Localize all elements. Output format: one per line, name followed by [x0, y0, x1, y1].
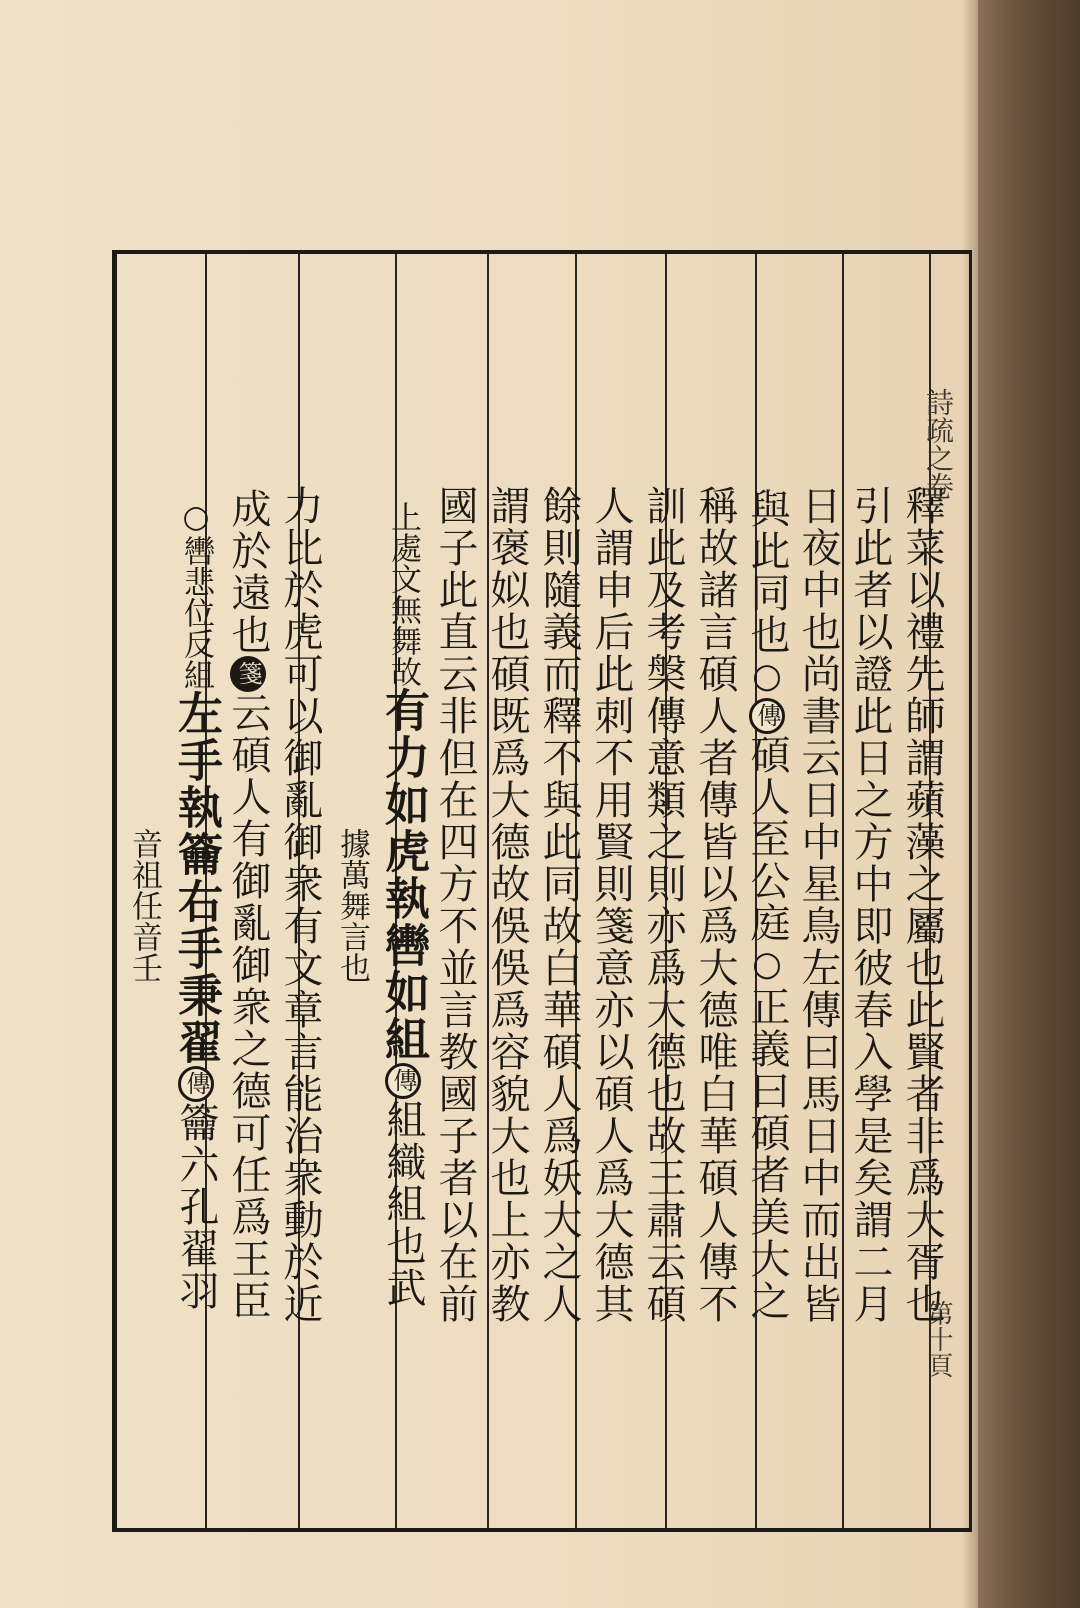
margin-page-label: 第十頁: [923, 1300, 953, 1378]
text-run: 力比於虎可以御亂御衆有文章言能治衆動於近: [277, 485, 323, 1325]
annotation-mark: 箋: [230, 656, 266, 692]
text-run: 日夜中也尚書云日中星鳥左傳曰馬日中而出皆: [795, 485, 841, 1325]
text-column-c13: [274, 300, 326, 1510]
text-run: 云碩人有御亂御衆之德可任爲王臣: [225, 692, 271, 1322]
text-run: 正義曰碩者美大之: [744, 986, 790, 1322]
text-run: 訓此及考槃傳意類之則亦爲大德也故王肅云碩: [640, 485, 686, 1325]
text-column-c3: [792, 300, 844, 1510]
text-column-c8: [533, 300, 585, 1510]
text-run: 音祖任音壬: [126, 827, 162, 983]
text-column-c9: [481, 300, 533, 1510]
text-run: 左手執籥右手秉翟: [170, 689, 223, 1066]
annotation-mark: 傳: [385, 1063, 421, 1099]
text-run: 與此同也: [744, 488, 790, 656]
text-column-c2: [844, 300, 896, 1510]
text-column-c16: [118, 300, 170, 1510]
book-spine: [978, 0, 1080, 1608]
text-run: 上處文無舞故: [385, 501, 421, 687]
text-column-c14: [222, 300, 274, 1510]
text-column-c12: [326, 300, 378, 1510]
text-column-c5: [689, 300, 741, 1510]
text-column-c15: [170, 300, 222, 1510]
text-column-c10: [429, 300, 481, 1510]
text-run: 釋菜以禮先師謂蘋藻之屬也此賢者非爲大胥也: [899, 485, 945, 1325]
text-column-c7: [585, 300, 637, 1510]
text-run: 國子此直云非但在四方不並言教國子者以在前: [432, 485, 478, 1325]
text-run: ○: [747, 656, 787, 698]
text-column-c4: [741, 300, 793, 1510]
margin-label: 詩疏之卷: [922, 388, 955, 500]
text-run: 組織組也武: [380, 1099, 426, 1309]
text-run: 有力如虎執轡如組: [377, 687, 430, 1063]
annotation-mark: 傳: [749, 698, 785, 734]
text-column-c6: [637, 300, 689, 1510]
text-run: ○轡悲位反組: [178, 498, 214, 690]
annotation-mark: 傳: [178, 1066, 214, 1102]
text-run: 稱故諸言碩人者傳皆以爲大德唯白華碩人傳不: [692, 485, 738, 1325]
text-run: 人謂申后此刺不用賢則箋意亦以碩人爲大德其: [588, 485, 634, 1325]
text-run: 籥六孔翟羽: [173, 1101, 219, 1312]
text-column-c11: [377, 300, 429, 1510]
text-run: 引此者以證此日之方中即彼春入學是矣謂二月: [847, 485, 893, 1325]
text-run: 餘則隨義而釋不與此同故白華碩人爲妖大之人: [536, 485, 582, 1325]
text-run: 據萬舞言也: [334, 827, 370, 983]
text-run: 成於遠也: [225, 488, 271, 656]
text-run: ○: [747, 944, 787, 986]
text-run: 謂褒姒也碩既爲大德故俁俁爲容貌大也上亦教: [484, 485, 530, 1325]
text-run: 碩人至公庭: [744, 734, 790, 944]
